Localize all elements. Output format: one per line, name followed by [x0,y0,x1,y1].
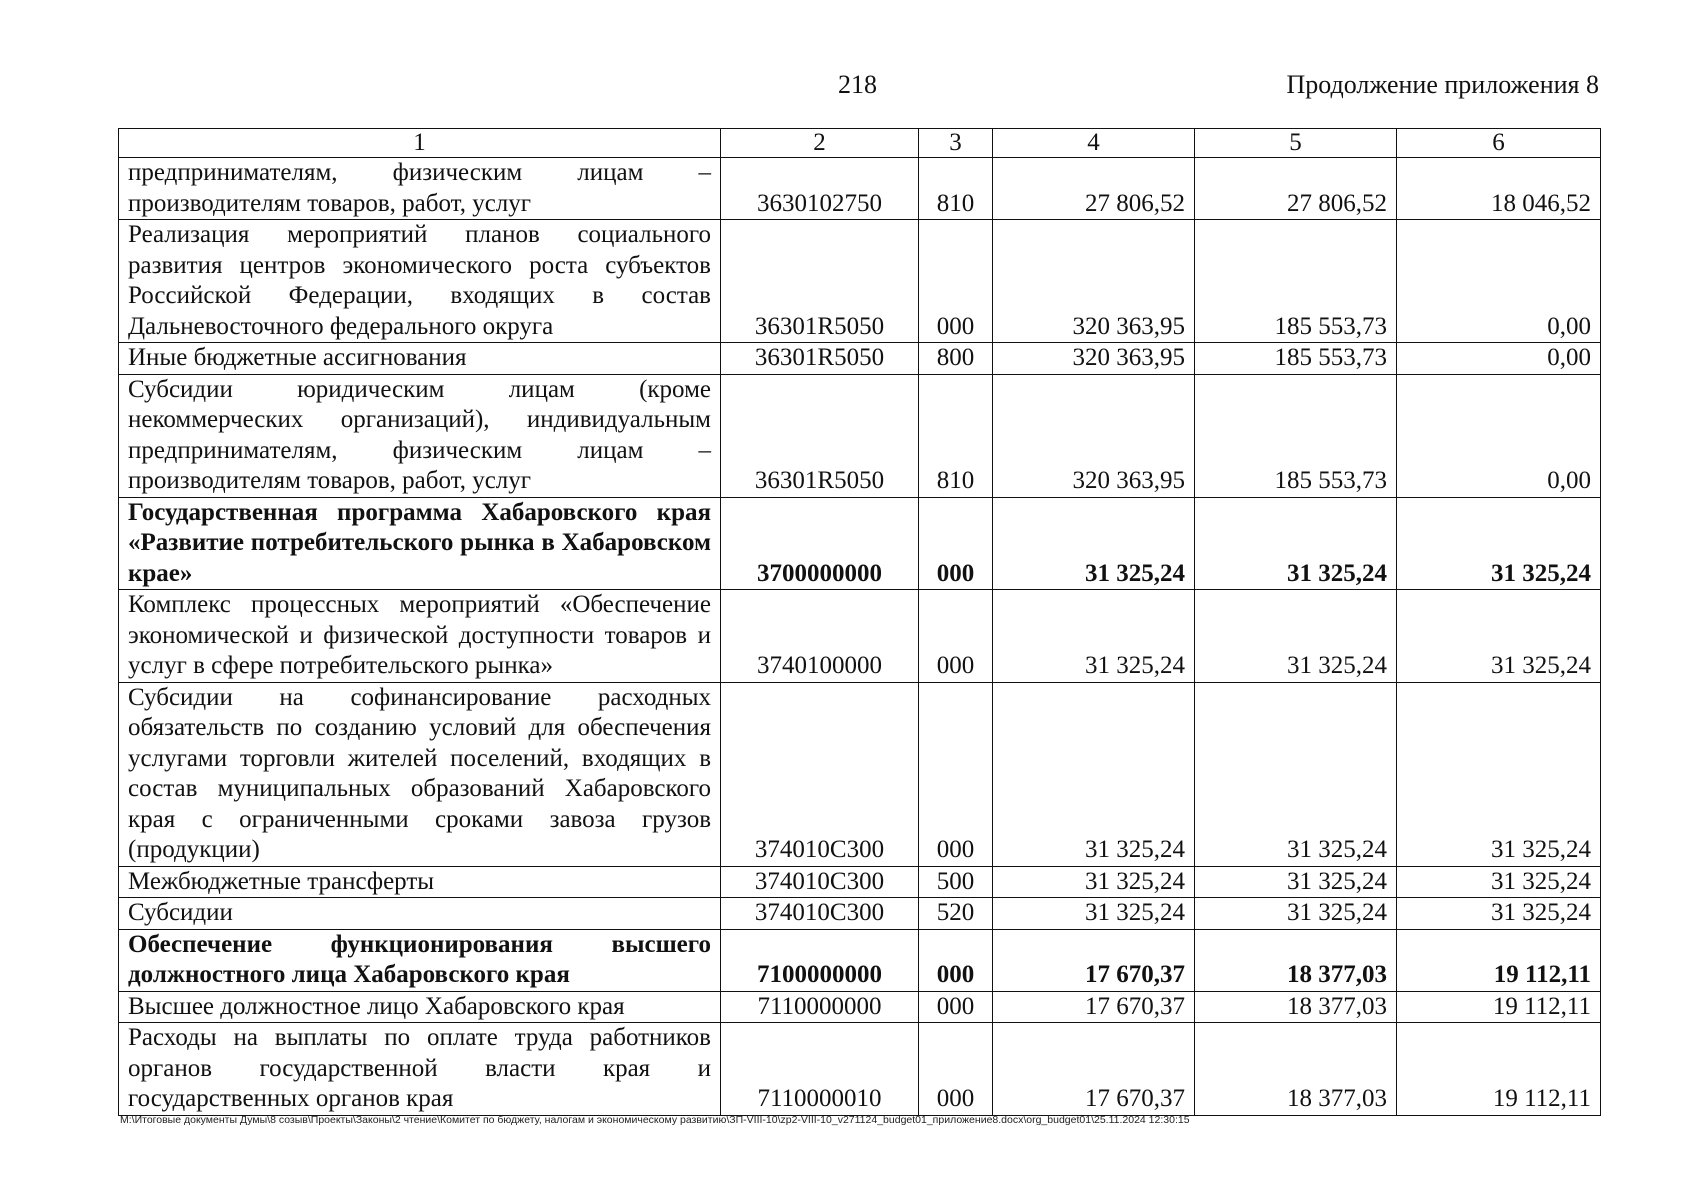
budget-table [118,128,1601,1116]
amount-col5-cell: 185 553,73 [1195,374,1397,497]
amount-col6-cell: 31 325,24 [1397,866,1601,898]
table-row [119,898,1601,930]
amount-col6-cell: 0,00 [1397,220,1601,343]
amount-col5-cell: 27 806,52 [1195,158,1397,220]
table-row [119,374,1601,497]
target-item-code-cell: 7100000000 [721,929,919,991]
row-name-cell: Субсидии [119,898,721,930]
amount-col5-cell: 31 325,24 [1195,898,1397,930]
amount-col6-cell: 31 325,24 [1397,898,1601,930]
amount-col6-cell: 0,00 [1397,343,1601,375]
amount-col4-cell: 31 325,24 [993,898,1195,930]
amount-col4-cell: 31 325,24 [993,497,1195,590]
amount-col4-cell: 31 325,24 [993,866,1195,898]
row-name-cell: Государственная программа Хабаровского края «Развитие потребительского рынка в Хабаровском крае» [119,497,721,590]
row-name-cell: Высшее должностное лицо Хабаровского края [119,991,721,1023]
amount-col4-cell: 320 363,95 [993,374,1195,497]
amount-col6-cell: 0,00 [1397,374,1601,497]
table-row [119,1023,1601,1116]
amount-col5-cell: 31 325,24 [1195,497,1397,590]
amount-col4-cell: 17 670,37 [993,929,1195,991]
expense-type-cell: 000 [919,1023,993,1116]
row-name-cell: предпринимателям, физическим лицам – производителям товаров, работ, услуг [119,158,721,220]
amount-col5-cell: 185 553,73 [1195,220,1397,343]
target-item-code-cell: 36301R5050 [721,374,919,497]
amount-col4-cell: 31 325,24 [993,590,1195,683]
column-header-2: 2 [721,129,919,158]
amount-col4-cell: 17 670,37 [993,1023,1195,1116]
amount-col5-cell: 185 553,73 [1195,343,1397,375]
target-item-code-cell: 374010С300 [721,898,919,930]
amount-col5-cell: 18 377,03 [1195,1023,1397,1116]
target-item-code-cell: 374010С300 [721,682,919,866]
amount-col6-cell: 19 112,11 [1397,929,1601,991]
amount-col6-cell: 31 325,24 [1397,590,1601,683]
table-row [119,866,1601,898]
amount-col4-cell: 17 670,37 [993,991,1195,1023]
amount-col6-cell: 31 325,24 [1397,682,1601,866]
target-item-code-cell: 3700000000 [721,497,919,590]
amount-col4-cell: 320 363,95 [993,343,1195,375]
target-item-code-cell: 7110000000 [721,991,919,1023]
expense-type-cell: 520 [919,898,993,930]
table-row [119,682,1601,866]
row-name-cell: Иные бюджетные ассигнования [119,343,721,375]
target-item-code-cell: 3740100000 [721,590,919,683]
table-row [119,590,1601,683]
row-name-cell: Межбюджетные трансферты [119,866,721,898]
expense-type-cell: 000 [919,929,993,991]
appendix-continuation-note: Продолжение приложения 8 [1286,70,1599,99]
amount-col6-cell: 18 046,52 [1397,158,1601,220]
amount-col4-cell: 320 363,95 [993,220,1195,343]
row-name-cell: Комплекс процессных мероприятий «Обеспечение экономической и физической доступности товаров и услуг в сфере потребительского рынка» [119,590,721,683]
amount-col6-cell: 31 325,24 [1397,497,1601,590]
column-header-4: 4 [993,129,1195,158]
table-row [119,343,1601,375]
column-header-3: 3 [919,129,993,158]
expense-type-cell: 500 [919,866,993,898]
row-name-cell: Субсидии на софинансирование расходных обязательств по созданию условий для обеспечения услугами торговли жителей поселений, входящих в состав муниципальных образований Хабаровского края с ограниченными сроками завоза грузов (продукции) [119,682,721,866]
expense-type-cell: 000 [919,590,993,683]
expense-type-cell: 000 [919,991,993,1023]
expense-type-cell: 800 [919,343,993,375]
amount-col5-cell: 18 377,03 [1195,991,1397,1023]
table-row [119,929,1601,991]
row-name-cell: Субсидии юридическим лицам (кроме некоммерческих организаций), индивидуальным предпринимателям, физическим лицам – производителям товаров, работ, услуг [119,374,721,497]
target-item-code-cell: 7110000010 [721,1023,919,1116]
amount-col5-cell: 31 325,24 [1195,866,1397,898]
table-row [119,497,1601,590]
amount-col5-cell: 31 325,24 [1195,590,1397,683]
document-file-path: M:\Итоговые документы Думы\8 созыв\Проекты\Законы\2 чтение\Комитет по бюджету, налогам и экономическому развитию\ЗП-VIII-10\zp2-VIII-10_v271124_budget01_приложение8.docx\org_budget01\25.11.2024 12:30:15 [120,1114,1190,1126]
target-item-code-cell: 36301R5050 [721,220,919,343]
expense-type-cell: 000 [919,220,993,343]
row-name-cell: Обеспечение функционирования высшего должностного лица Хабаровского края [119,929,721,991]
row-name-cell: Реализация мероприятий планов социального развития центров экономического роста субъектов Российской Федерации, входящих в состав Дальневосточного федерального округа [119,220,721,343]
amount-col6-cell: 19 112,11 [1397,1023,1601,1116]
expense-type-cell: 810 [919,374,993,497]
expense-type-cell: 810 [919,158,993,220]
table-row [119,158,1601,220]
expense-type-cell: 000 [919,497,993,590]
column-header-1: 1 [119,129,721,158]
target-item-code-cell: 374010С300 [721,866,919,898]
row-name-cell: Расходы на выплаты по оплате труда работников органов государственной власти края и государственных органов края [119,1023,721,1116]
target-item-code-cell: 36301R5050 [721,343,919,375]
expense-type-cell: 000 [919,682,993,866]
amount-col4-cell: 31 325,24 [993,682,1195,866]
page-number: 218 [838,70,877,99]
amount-col5-cell: 18 377,03 [1195,929,1397,991]
amount-col5-cell: 31 325,24 [1195,682,1397,866]
table-row [119,220,1601,343]
amount-col6-cell: 19 112,11 [1397,991,1601,1023]
table-row [119,991,1601,1023]
column-header-6: 6 [1397,129,1601,158]
column-number-row [119,129,1601,158]
column-header-5: 5 [1195,129,1397,158]
amount-col4-cell: 27 806,52 [993,158,1195,220]
target-item-code-cell: 3630102750 [721,158,919,220]
